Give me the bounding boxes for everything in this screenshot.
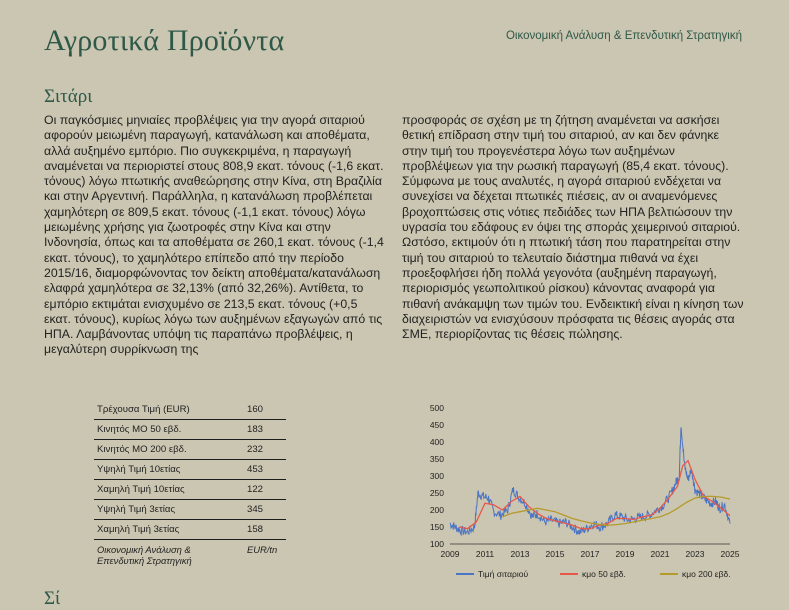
stats-value: 232 — [233, 440, 286, 460]
y-tick-label: 100 — [429, 539, 444, 549]
x-tick-label: 2017 — [580, 549, 600, 559]
y-tick-label: 400 — [429, 437, 444, 447]
y-tick-label: 350 — [429, 454, 444, 464]
stats-value: 453 — [233, 460, 286, 480]
y-tick-label: 250 — [429, 488, 444, 498]
x-tick-label: 2021 — [650, 549, 670, 559]
stats-label: Τρέχουσα Τιμή (EUR) — [94, 400, 233, 420]
stats-value: 345 — [233, 500, 286, 520]
stats-row — [94, 480, 286, 500]
stats-label: Χαμηλή Τιμή 10ετίας — [94, 480, 233, 500]
section-title: Σιτάρι — [44, 86, 93, 107]
y-tick-label: 200 — [429, 505, 444, 515]
stats-row — [94, 400, 286, 420]
stats-table — [94, 400, 286, 566]
stats-footer — [94, 540, 286, 567]
stats-row — [94, 500, 286, 520]
x-tick-label: 2019 — [615, 549, 635, 559]
stats-value: 183 — [233, 420, 286, 440]
body-text-column-2: προσφοράς σε σχέση με τη ζήτηση αναμένεται να ασκήσει θετική επίδραση στην τιμή του σιταριού, αν και δεν φάνηκε στην τιμή του προγενέστερα λόγω των αυξημένων προβλέψεων για την ρωσική παραγωγή (85,4 εκατ. τόνους). Σύμφωνα με τους αναλυτές, η αγορά σιταριού ενδέχεται να συνεχίσει να δέχεται πτωτικές πιέσεις, αν οι αναμενόμενες βροχοπτώσεις στις νότιες πεδιάδες των ΗΠΑ βελτιώσουν την υγρασία του εδάφους εν όψει της σποράς χειμερινού σιταριού. Ωστόσο, εκτιμούν ότι η πτωτική τάση που παρατηρείται στην τιμή του σιταριού το τελευταίο διάστημα πιθανά να έχει προεξοφλήσει ήδη πολλά γεγονότα (αυξημένη παραγωγή, περιορισμός γεωπολιτικού ρίσκου) κάνοντας αναφορά για πιθανή ανάκαμψη των τιμών του. Ενδεικτική είναι η κίνηση των διαχειριστών να ενισχύσουν πρόσφατα τις θέσεις αγοράς στα ΣΜΕ, περιορίζοντας τις θέσεις πώλησης. — [402, 113, 744, 342]
legend-label: κμο 200 εβδ. — [682, 569, 731, 579]
stats-label: Υψηλή Τιμή 10ετίας — [94, 460, 233, 480]
y-tick-label: 450 — [429, 420, 444, 430]
x-tick-label: 2015 — [545, 549, 565, 559]
stats-row — [94, 440, 286, 460]
wheat-price-chart — [420, 398, 745, 584]
legend-label: κμο 50 εβδ. — [582, 569, 626, 579]
stats-label: Κινητός ΜΟ 50 εβδ. — [94, 420, 233, 440]
page-title: Αγροτικά Προϊόντα — [44, 24, 285, 57]
series-line-price — [450, 427, 730, 535]
stats-label: Υψηλή Τιμή 3ετίας — [94, 500, 233, 520]
stats-value: 122 — [233, 480, 286, 500]
stats-value: 160 — [233, 400, 286, 420]
y-tick-label: 300 — [429, 471, 444, 481]
x-tick-label: 2025 — [720, 549, 740, 559]
x-tick-label: 2023 — [685, 549, 705, 559]
y-tick-label: 150 — [429, 522, 444, 532]
stats-row — [94, 520, 286, 540]
x-tick-label: 2011 — [475, 549, 495, 559]
stats-label: Χαμηλή Τιμή 3ετίας — [94, 520, 233, 540]
series-line-ma50 — [459, 461, 730, 529]
stats-label: Κινητός ΜΟ 200 εβδ. — [94, 440, 233, 460]
body-text-column-1: Οι παγκόσμιες μηνιαίες προβλέψεις για την αγορά σιταριού αφορούν μειωμένη παραγωγή, κατανάλωση και αποθέματα, αλλά αυξημένο εμπόριο. Πιο συγκεκριμένα, η παραγωγή αναμένεται να περιοριστεί στους 808,9 εκατ. τόνους (-1,6 εκατ. τόνους) λόγω πτωτικής αναθεώρησης στην Κίνα, στη Βραζιλία και στην Αργεντινή. Παράλληλα, η κατανάλωση προβλέπεται χαμηλότερη σε 809,5 εκατ. τόνους (-1,1 εκατ. τόνους) λόγω μειωμένης χρήσης για ζωοτροφές στην Κίνα και στην Ινδονησία, όπως και τα αποθέματα σε 260,1 εκατ. τόνους (-1,4 εκατ. τόνους), το χαμηλότερο επίπεδο από την περίοδο 2015/16, διαμορφώνοντας τον δείκτη αποθέματα/κατανάλωση ελαφρά χαμηλότερα σε 32,13% (από 32,26%). Αντίθετα, το εμπόριο εκτιμάται ενισχυμένο σε 213,5 εκατ. τόνους (+0,5 εκατ. τόνους), κυρίως λόγω των αυξημένων εξαγωγών από τις ΗΠΑ. Λαμβάνοντας υπόψη τις παραπάνω προβλέψεις, η μεγαλύτερη συρρίκνωση της — [44, 113, 384, 357]
stats-unit: EUR/tn — [247, 544, 278, 555]
stats-value: 158 — [233, 520, 286, 540]
stats-source: Οικονομική Ανάλυση & Επενδυτική Στρατηγική — [97, 544, 192, 566]
next-section-title: Σί — [44, 588, 61, 609]
stats-row — [94, 460, 286, 480]
brand-label: Οικονομική Ανάλυση & Επενδυτική Στρατηγική — [505, 30, 742, 42]
legend-label: Τιμή σιταριού — [478, 569, 529, 579]
x-tick-label: 2013 — [510, 549, 530, 559]
x-tick-label: 2009 — [440, 549, 460, 559]
y-tick-label: 500 — [429, 403, 444, 413]
stats-row — [94, 420, 286, 440]
